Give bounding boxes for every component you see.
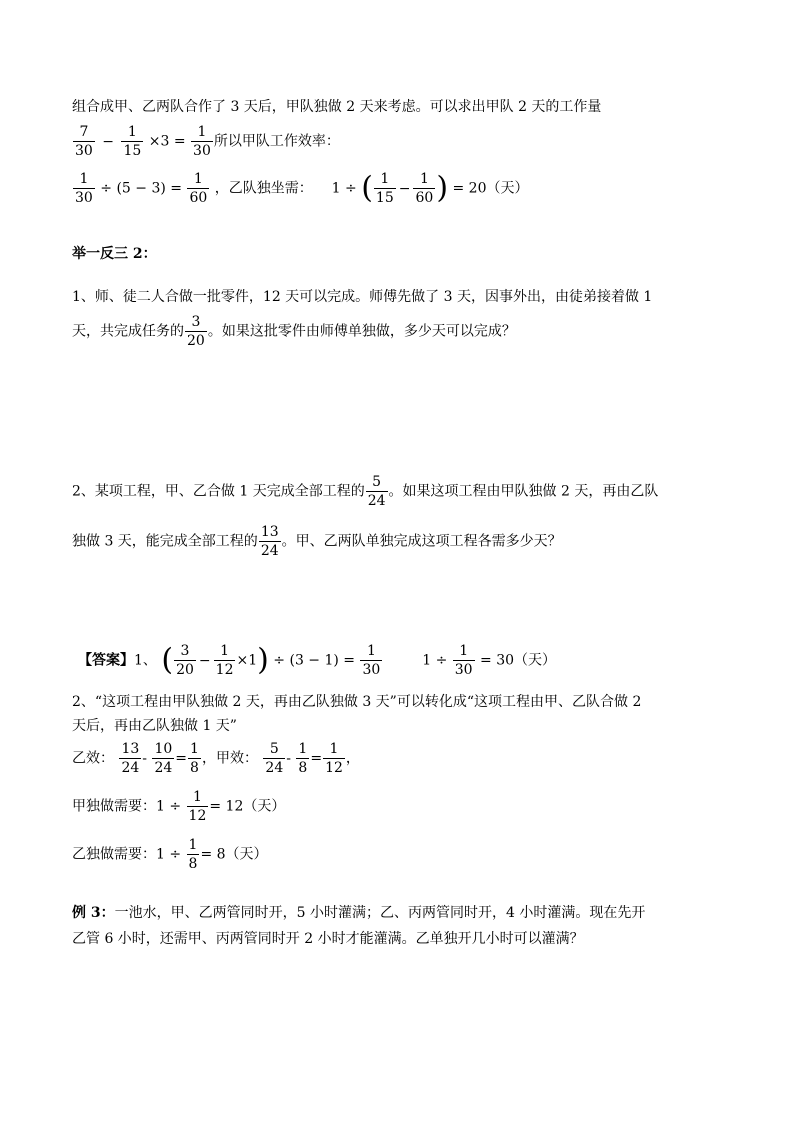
fraction: $\frac{10}{24}$ — [154, 741, 173, 776]
fraction: $\frac{1}{30}$ — [193, 124, 211, 159]
fraction: $\frac{1}{15}$ — [123, 124, 142, 159]
fraction: $\frac{1}{12}$ — [188, 789, 207, 824]
fraction: $\frac{1}{12}$ — [215, 643, 234, 678]
answer-line-3: 天后，再由乙队独做 1 天” — [72, 718, 237, 734]
q2-line-2: 独做 3 天，能完成全部工程的 $\frac{13}{24}$ 。甲、乙两队单独完成这项工程各需多少天？ — [72, 524, 562, 559]
fraction: $\frac{3}{20}$ — [176, 643, 194, 678]
intro-line-2: $\frac{7}{30}$ − $\frac{1}{15}$ ×3 = $\frac{1}{30}$ 所以甲队工作效率： — [75, 124, 340, 159]
fraction: $\frac{1}{8}$ — [190, 741, 199, 776]
fraction: $\frac{7}{30}$ — [75, 124, 93, 159]
answer-line-4: 乙效： $\frac{13}{24}$ - $\frac{10}{24}$ = $\frac{1}{8}$ ，甲效： $\frac{5}{24}$ - $\frac{1}{8}$ = $\frac{1}{12}$ ， — [72, 741, 360, 776]
fraction: $\frac{1}{30}$ — [362, 643, 381, 678]
example3-line-2: 乙管 6 小时，还需甲、丙两管同时开 2 小时才能灌满。乙单独开几小时可以灌满？ — [72, 931, 584, 947]
q1-line-2: 天，共完成任务的 $\frac{3}{20}$ 。如果这批零件由师傅单独做，多少天可以完成？ — [72, 314, 516, 349]
fraction: $\frac{1}{60}$ — [189, 171, 208, 206]
fraction: $\frac{1}{30}$ — [454, 643, 473, 678]
example3-line-1: 例 3：一池水，甲、乙两管同时开，5 小时灌满；乙、丙两管同时开，4 小时灌满。现在先开 — [72, 905, 646, 921]
q1-line-1: 1、师、徒二人合做一批零件，12 天可以完成。师傅先做了 3 天，因事外出，由徒弟接着做 1 — [72, 289, 653, 305]
answer-line-1: 【答案】1、 ( $\frac{3}{20}$ − $\frac{1}{12}$ ×1) ÷ (3 − 1) = $\frac{1}{30}$ 1 ÷ $\frac{1}{30}$ = 30（天） — [78, 642, 557, 678]
section-title: 举一反三 2： — [72, 246, 157, 262]
intro-line-1: 组合成甲、乙两队合作了 3 天后，甲队独做 2 天来考虑。可以求出甲队 2 天的工作量 — [72, 99, 602, 115]
fraction: $\frac{1}{8}$ — [298, 741, 308, 776]
q2-line-1: 2、某项工程，甲、乙合做 1 天完成全部工程的 $\frac{5}{24}$ 。如果这项工程由甲队独做 2 天，再由乙队 — [72, 474, 659, 509]
answer-line-6: 乙独做需要：1 ÷ $\frac{1}{8}$ = 8（天） — [72, 837, 268, 872]
fraction: $\frac{1}{15}$ — [375, 171, 394, 206]
intro-line-3: $\frac{1}{30}$ ÷ (5 − 3) = $\frac{1}{60}$ ，乙队独坐需： 1 ÷ ( $\frac{1}{15}$ − $\frac{1}{60}$ ) = 20（天） — [75, 170, 529, 206]
fraction: $\frac{1}{60}$ — [415, 171, 434, 206]
answer-line-5: 甲独做需要：1 ÷ $\frac{1}{12}$ = 12（天） — [72, 789, 286, 824]
fraction: $\frac{1}{8}$ — [188, 837, 198, 872]
fraction: $\frac{1}{12}$ — [325, 741, 343, 776]
fraction: $\frac{1}{30}$ — [75, 171, 93, 206]
fraction: $\frac{3}{20}$ — [187, 314, 205, 349]
fraction: $\frac{13}{24}$ — [121, 741, 140, 776]
fraction: $\frac{13}{24}$ — [260, 524, 279, 559]
fraction: $\frac{5}{24}$ — [265, 741, 284, 776]
answer-line-2: 2、“这项工程由甲队独做 2 天，再由乙队独做 3 天”可以转化成“这项工程由甲、乙队合做 2 — [72, 694, 642, 710]
fraction: $\frac{5}{24}$ — [367, 474, 386, 509]
